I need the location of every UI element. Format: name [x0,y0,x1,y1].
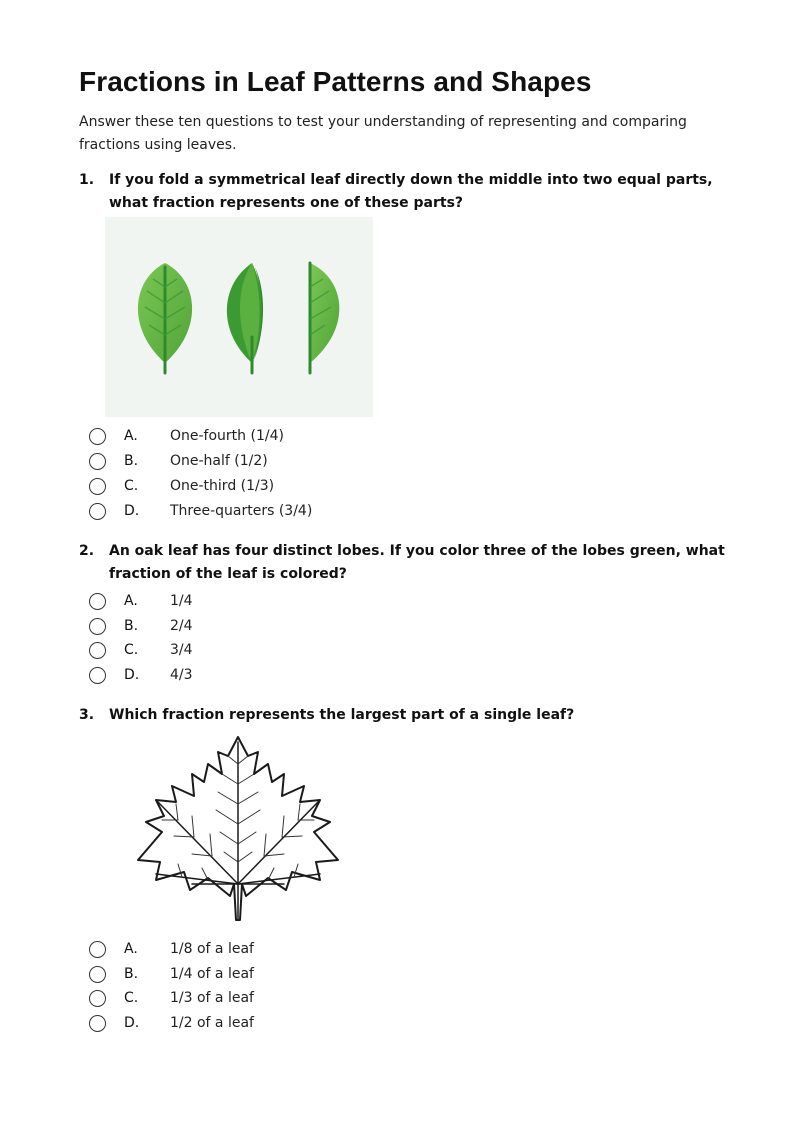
question-number: 2. [79,543,95,559]
option-text: One-fourth (1/4) [170,428,284,444]
option-letter: C. [124,642,139,658]
radio-button[interactable] [89,1015,106,1032]
option-c[interactable] [0,987,400,1011]
option-d[interactable] [0,664,400,688]
option-text: 2/4 [170,618,193,634]
intro-text: Answer these ten questions to test your understanding of representing and comparing fractions using leaves. [79,114,687,153]
option-text: One-half (1/2) [170,453,268,469]
option-letter: A. [124,941,138,957]
question-text: Which fraction represents the largest part of a single leaf? [109,707,575,723]
option-letter: D. [124,667,140,683]
option-letter: D. [124,1015,140,1031]
option-b[interactable] [0,963,400,987]
whole-leaf-icon [138,263,192,373]
radio-button[interactable] [89,667,106,684]
option-letter: A. [124,593,138,609]
radio-button[interactable] [89,503,106,520]
option-letter: C. [124,478,139,494]
option-text: 4/3 [170,667,193,683]
option-a[interactable] [0,590,400,614]
option-c[interactable] [0,475,400,499]
half-leaf-icon [310,263,339,373]
option-d[interactable] [0,1012,400,1036]
radio-button[interactable] [89,990,106,1007]
option-letter: D. [124,503,140,519]
option-text: 1/4 [170,593,193,609]
option-text: Three-quarters (3/4) [170,503,313,519]
option-c[interactable] [0,639,400,663]
option-b[interactable] [0,615,400,639]
option-text: 1/3 of a leaf [170,990,254,1006]
option-letter: B. [124,618,139,634]
question-number: 1. [79,172,95,188]
leaf-halves-illustration [105,217,373,417]
question-text: If you fold a symmetrical leaf directly down the middle into two equal parts, what fraction represents one of these parts? [109,172,713,211]
option-text: 1/2 of a leaf [170,1015,254,1031]
option-letter: A. [124,428,138,444]
option-text: 3/4 [170,642,193,658]
radio-button[interactable] [89,478,106,495]
option-b[interactable] [0,450,400,474]
question-number: 3. [79,707,95,723]
option-letter: B. [124,966,139,982]
option-a[interactable] [0,425,400,449]
radio-button[interactable] [89,618,106,635]
radio-button[interactable] [89,593,106,610]
option-text: 1/8 of a leaf [170,941,254,957]
question-text: An oak leaf has four distinct lobes. If you color three of the lobes green, what fraction of the leaf is colored? [109,543,725,582]
page-title: Fractions in Leaf Patterns and Shapes [79,66,592,97]
radio-button[interactable] [89,453,106,470]
radio-button[interactable] [89,941,106,958]
option-letter: B. [124,453,139,469]
option-text: 1/4 of a leaf [170,966,254,982]
option-a[interactable] [0,938,400,962]
option-text: One-third (1/3) [170,478,275,494]
radio-button[interactable] [89,966,106,983]
leaf-halves-figure [105,217,373,417]
maple-leaf-icon [134,734,342,926]
folded-leaf-icon [227,263,263,373]
radio-button[interactable] [89,428,106,445]
radio-button[interactable] [89,642,106,659]
option-d[interactable] [0,500,400,524]
maple-leaf-figure [134,734,342,926]
option-letter: C. [124,990,139,1006]
